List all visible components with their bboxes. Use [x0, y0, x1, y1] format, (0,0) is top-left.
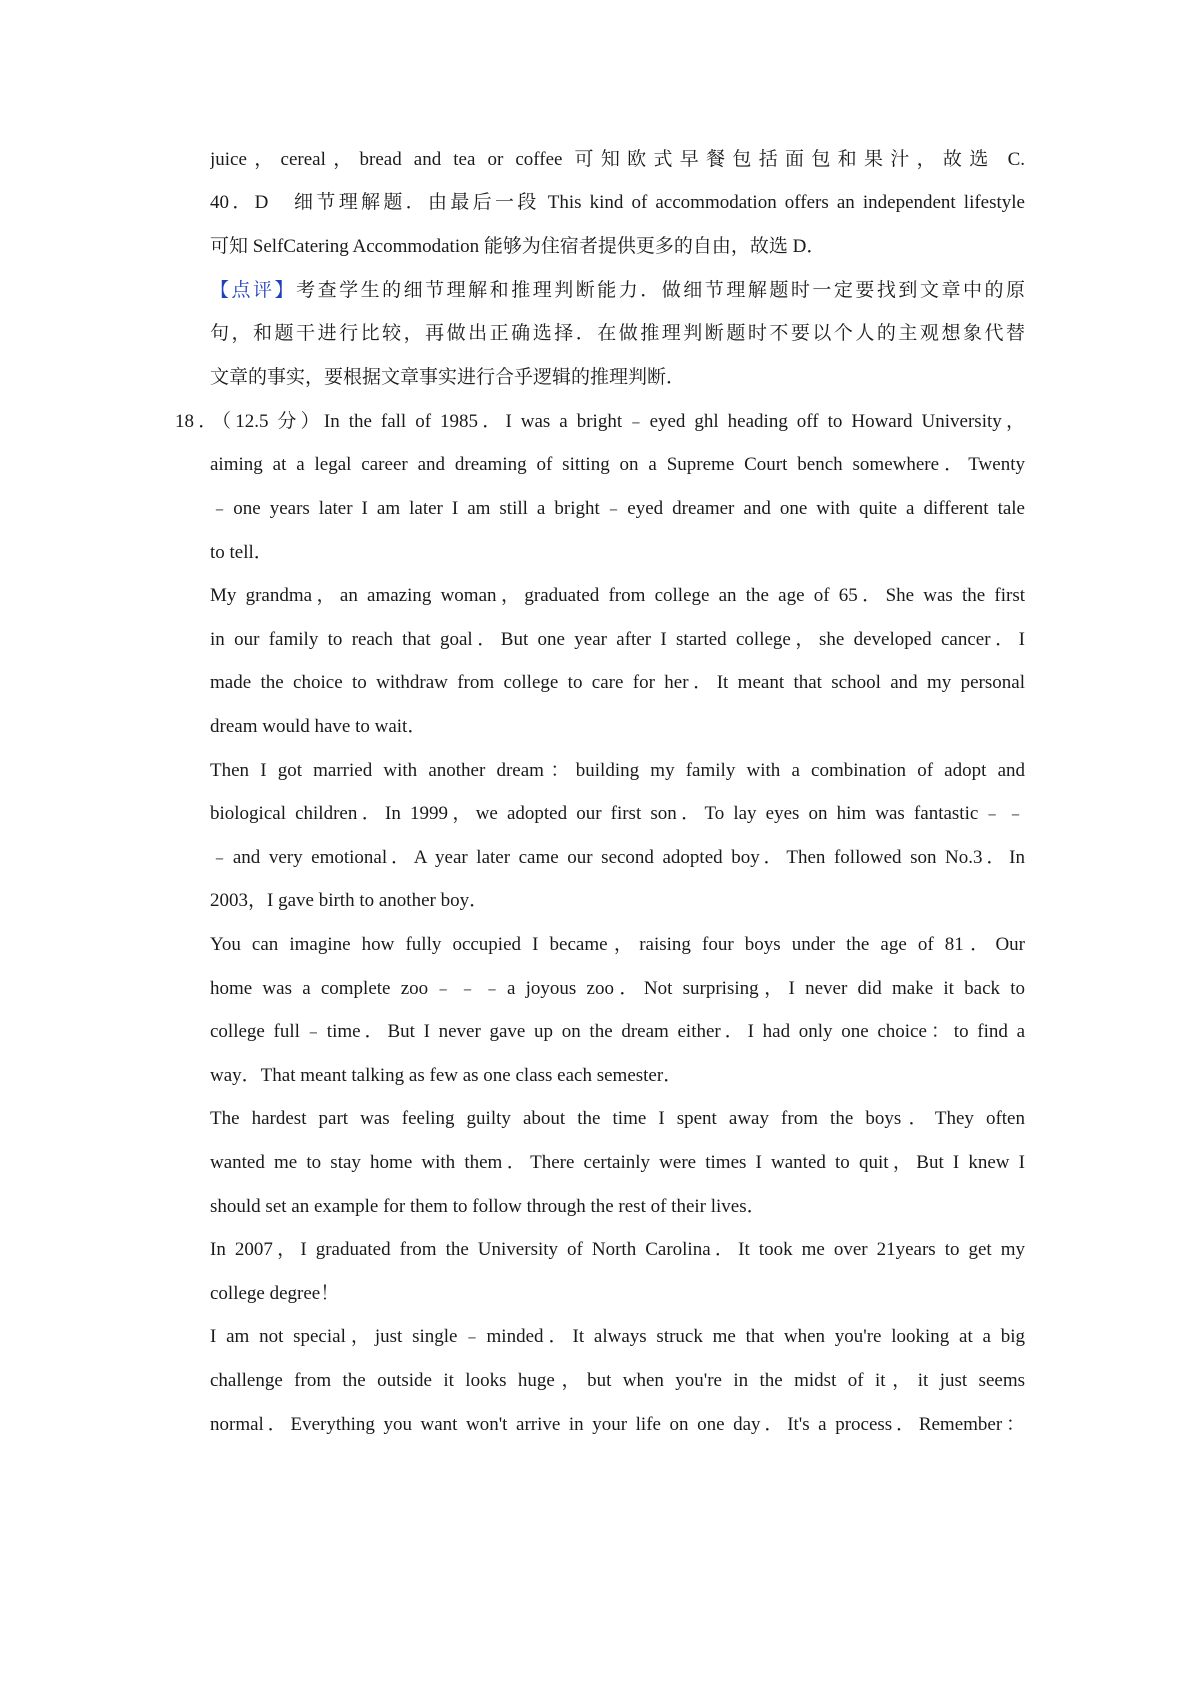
answer-text-line: juice，cereal，bread and tea or coffee 可知欧式早餐包括面包和果汁，故选 C. — [210, 149, 1025, 170]
passage-line: aiming at a legal career and dreaming of sitting on a Supreme Court bench somewhere．Twenty — [210, 454, 1025, 475]
passage-line: Then I got married with another dream：building my family with a combination of adopt and — [210, 760, 1025, 781]
comment-line: 句，和题干进行比较，再做出正确选择．在做推理判断题时不要以个人的主观想象代替 — [210, 323, 1025, 344]
comment-line: 文章的事实，要根据文章事实进行合乎逻辑的推理判断． — [210, 367, 686, 388]
passage-line: 2003，I gave birth to another boy． — [210, 890, 489, 911]
passage-line: normal．Everything you want won't arrive in your life on one day．It's a process．Remember： — [210, 1414, 1025, 1435]
passage-line: dream would have to wait． — [210, 716, 427, 737]
passage-line: My grandma，an amazing woman，graduated from college an the age of 65．She was the first — [210, 585, 1025, 606]
passage-line: ﹣one years later I am later I am still a bright﹣eyed dreamer and one with quite a different tale — [210, 498, 1025, 519]
passage-line: In 2007，I graduated from the University of North Carolina．It took me over 21years to get my — [210, 1239, 1025, 1260]
comment-line — [210, 278, 1025, 304]
passage-line: biological children．In 1999，we adopted our first son．To lay eyes on him was fantastic﹣﹣ — [210, 803, 1025, 824]
passage-line: college full﹣time．But I never gave up on the dream either．I had only one choice：to find a — [210, 1021, 1025, 1042]
passage-line: should set an example for them to follow through the rest of their lives． — [210, 1196, 766, 1217]
comment-tag-label: 【点评】 — [210, 280, 297, 301]
passage-line: You can imagine how fully occupied I became，raising four boys under the age of 81．Our — [210, 934, 1025, 955]
answer-40-line: 40．D 细节理解题．由最后一段 This kind of accommodation offers an independent lifestyle — [210, 192, 1025, 213]
question-18-header: 18．（12.5 分）In the fall of 1985．I was a bright﹣eyed ghl heading off to Howard University， — [175, 411, 1025, 432]
passage-line: way．That meant talking as few as one class each semester． — [210, 1065, 683, 1086]
passage-line: I am not special，just single﹣minded．It always struck me that when you're looking at a big — [210, 1326, 1025, 1347]
answer-text-line: 可知 SelfCatering Accommodation 能够为住宿者提供更多的自由，故选 D． — [210, 236, 826, 257]
comment-text: 考查学生的细节理解和推理判断能力．做细节理解题时一定要找到文章中的原 — [296, 280, 1025, 301]
passage-line: made the choice to withdraw from college to care for her．It meant that school and my personal — [210, 672, 1025, 693]
passage-line: challenge from the outside it looks huge，but when you're in the midst of it，it just seems — [210, 1370, 1025, 1391]
passage-line: The hardest part was feeling guilty about the time I spent away from the boys．They often — [210, 1108, 1025, 1129]
passage-line: ﹣and very emotional．A year later came our second adopted boy．Then followed son No.3．In — [210, 847, 1025, 868]
passage-line: college degree！ — [210, 1283, 340, 1304]
passage-line: in our family to reach that goal．But one year after I started college，she developed cancer．I — [210, 629, 1025, 650]
passage-line: home was a complete zoo﹣﹣﹣a joyous zoo．Not surprising，I never did make it back to — [210, 978, 1025, 999]
passage-line: wanted me to stay home with them．There certainly were times I wanted to quit，But I knew I — [210, 1152, 1025, 1173]
passage-line: to tell． — [210, 542, 273, 563]
